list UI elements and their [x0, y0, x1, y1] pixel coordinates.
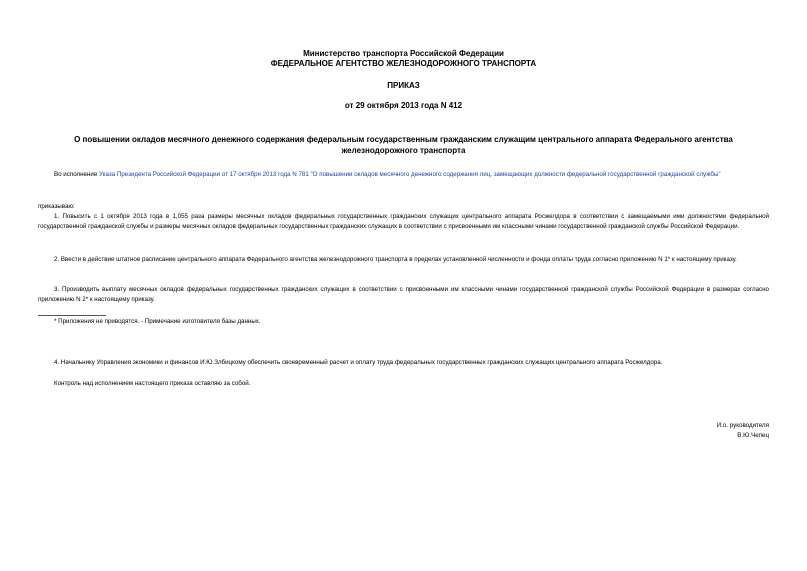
- document-title: О повышении окладов месячного денежного содержания федеральным государственным гражданским служащим центрального аппарата Федерального агентства железнодорожного транспорта: [74, 135, 733, 155]
- intro-prefix: Во исполнение: [54, 171, 98, 178]
- agency-name: ФЕДЕРАЛЬНОЕ АГЕНТСТВО ЖЕЛЕЗНОДОРОЖНОГО ТРАНСПОРТА: [270, 59, 537, 68]
- item-3: 3. Производить выплату месячных окладов федеральных государственных гражданских служащих в соответствии с присвоенными им классными чинами государственной гражданской службы Российской Федерации в размерах согласно приложению N 2* к настоящему приказу.: [38, 286, 769, 303]
- item-1: 1. Повысить с 1 октября 2013 года в 1,055 раза размеры месячных окладов федеральных государственных гражданских служащих центрального аппарата Росжелдора в соответствии с замещаемыми ими должностями федеральной государственной гражданской службы и размеры месячных окладов федеральных государственных гражданских служащих в соответствии с присвоенными им классными чинами государственной гражданской службы Российской Федерации.: [38, 213, 769, 230]
- document-header: [0, 49, 807, 69]
- control-paragraph: Контроль над исполнением настоящего приказа оставляю за собой.: [54, 380, 251, 387]
- signatory-name: В.Ю.Чепец: [737, 432, 769, 439]
- intro-paragraph: [38, 170, 769, 180]
- footnote-divider: [38, 315, 106, 316]
- order-word: приказываю:: [38, 203, 75, 210]
- footnote: * Приложения не приводятся. - Примечание изготовителя базы данных.: [54, 318, 261, 325]
- ministry-name: Министерство транспорта Российской Федерации: [303, 49, 504, 58]
- document-type: ПРИКАЗ: [387, 81, 420, 90]
- signature-block: [569, 421, 769, 441]
- document-date-number: от 29 октября 2013 года N 412: [344, 101, 463, 110]
- signatory-position: И.о. руководителя: [716, 422, 769, 429]
- item-2: 2. Ввести в действие штатное расписание центрального аппарата Федерального агентства железнодорожного транспорта в пределах установленной численности и фонда оплаты труда согласно приложению N 1* к настоящему приказу.: [54, 256, 737, 263]
- item-4: 4. Начальнику Управления экономики и финансов И.Ю.Злбицкому обеспечить своевременный расчет и оплату труда федеральных государственных гражданских служащих центрального аппарата Росжелдора.: [54, 359, 663, 366]
- decree-link[interactable]: Указа Президента Российской Федерации от 17 октября 2013 года N 781 "О повышении окладов месячного денежного содержания лиц, замещающих должности федеральной государственной гражданской службы": [99, 171, 721, 178]
